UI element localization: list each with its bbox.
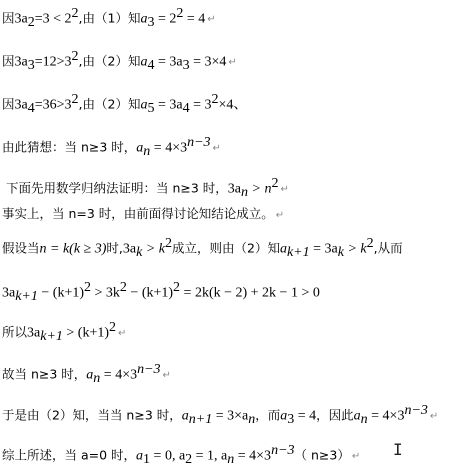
math: 3a bbox=[227, 181, 242, 197]
paragraph-mark: ↵ bbox=[212, 143, 221, 155]
line-5 bbox=[6, 176, 289, 201]
line-8 bbox=[2, 280, 320, 305]
math: =3 < 2 bbox=[34, 11, 72, 27]
text: 成立，则由（2）知 bbox=[172, 240, 280, 256]
math: = 3a bbox=[154, 97, 183, 113]
math: > k bbox=[343, 241, 367, 257]
math: = 3×a bbox=[212, 408, 249, 424]
math: a bbox=[140, 97, 148, 113]
text: 假设当 bbox=[2, 240, 40, 256]
text: 由此猜想：当 n≥3 时， bbox=[2, 139, 137, 155]
line-12 bbox=[2, 443, 360, 468]
math: = 4×3 bbox=[234, 448, 272, 464]
text: ,由（2）知 bbox=[78, 96, 141, 112]
math: = 3 bbox=[189, 97, 212, 113]
math: a bbox=[140, 11, 148, 27]
subscript: n bbox=[93, 370, 101, 386]
math: a bbox=[86, 367, 94, 383]
math: > 3k bbox=[91, 285, 120, 301]
math: = 3a bbox=[309, 241, 338, 257]
paragraph-mark: ↵ bbox=[275, 210, 285, 221]
subscript: 5 bbox=[147, 100, 155, 116]
text: ，因此 bbox=[316, 407, 354, 423]
math: = 4 bbox=[294, 408, 317, 424]
text: 因 bbox=[2, 96, 15, 112]
subscript: n bbox=[248, 411, 256, 427]
subscript: k+1 bbox=[286, 244, 310, 260]
superscript: 2 bbox=[366, 236, 374, 251]
math: 3a bbox=[27, 325, 41, 341]
text: 因 bbox=[2, 53, 15, 69]
line-11 bbox=[2, 403, 438, 428]
subscript: k+1 bbox=[15, 288, 38, 304]
subscript: 4 bbox=[182, 100, 190, 116]
text: ，而 bbox=[255, 407, 281, 423]
text-cursor-icon: I bbox=[393, 440, 403, 459]
math: a bbox=[140, 54, 148, 70]
paragraph-mark: ↵ bbox=[118, 328, 127, 340]
subscript: n bbox=[143, 143, 151, 159]
math: = 0, a bbox=[150, 448, 186, 464]
superscript: n−3 bbox=[404, 403, 428, 418]
text: 时, bbox=[106, 240, 123, 256]
math: a bbox=[353, 408, 361, 424]
math: 3a bbox=[14, 97, 28, 113]
line-10 bbox=[2, 362, 171, 387]
superscript: 2 bbox=[84, 280, 92, 295]
math: a bbox=[279, 241, 287, 257]
subscript: 4 bbox=[27, 100, 35, 116]
superscript: 2 bbox=[211, 92, 219, 107]
text: 所以 bbox=[2, 324, 28, 340]
text: ,由（2）知 bbox=[78, 53, 141, 69]
math: 3a bbox=[2, 285, 16, 301]
superscript: n−3 bbox=[137, 362, 161, 377]
text: ,从而 bbox=[373, 240, 403, 256]
subscript: k bbox=[136, 244, 143, 260]
paragraph-mark: ↵ bbox=[162, 370, 171, 382]
math: 3a bbox=[14, 54, 28, 70]
superscript: 2 bbox=[71, 6, 79, 21]
subscript: n bbox=[360, 411, 368, 427]
line-1 bbox=[2, 6, 216, 31]
subscript: 4 bbox=[147, 57, 155, 73]
text: 故当 n≥3 时， bbox=[2, 366, 87, 382]
paragraph-mark: ↵ bbox=[429, 411, 439, 423]
math: > n bbox=[248, 181, 272, 197]
math: = 4×3 bbox=[100, 367, 138, 383]
math: = 4×3 bbox=[150, 140, 188, 156]
superscript: 2 bbox=[71, 49, 79, 64]
math: 3a bbox=[14, 11, 28, 27]
subscript: 3 bbox=[287, 411, 295, 427]
math: = 4×3 bbox=[367, 408, 405, 424]
math: a bbox=[181, 408, 189, 424]
math: =12>3 bbox=[34, 54, 72, 70]
math: = 4 bbox=[183, 11, 206, 27]
subscript: 2 bbox=[185, 451, 193, 467]
superscript: 2 bbox=[119, 280, 127, 295]
text: 事实上，当 n=3 时，由前面得讨论知结论成立。 bbox=[2, 206, 274, 221]
line-4 bbox=[2, 135, 221, 160]
line-9 bbox=[2, 320, 126, 345]
math: − (k+1) bbox=[126, 285, 174, 301]
math: = 2k(k − 2) + 2k − 1 > 0 bbox=[180, 285, 320, 301]
math: ×4、 bbox=[218, 97, 248, 113]
text: 因 bbox=[2, 10, 15, 26]
text: ,由（1）知 bbox=[78, 10, 141, 26]
math: a bbox=[280, 408, 288, 424]
subscript: n bbox=[227, 451, 235, 467]
superscript: n−3 bbox=[271, 443, 295, 458]
math: > (k+1) bbox=[62, 325, 110, 341]
line-3 bbox=[2, 92, 247, 117]
superscript: 2 bbox=[71, 92, 79, 107]
superscript: 2 bbox=[173, 280, 181, 295]
text: 综上所述，当 a=0 时， bbox=[2, 447, 137, 463]
math: a bbox=[136, 140, 144, 156]
text: 下面先用数学归纳法证明：当 n≥3 时， bbox=[6, 180, 228, 196]
math: 3a bbox=[122, 241, 137, 257]
superscript: 2 bbox=[165, 236, 172, 251]
subscript: k+1 bbox=[40, 328, 63, 344]
line-2 bbox=[2, 49, 237, 74]
math: n = k(k ≥ 3) bbox=[39, 241, 107, 257]
math: = 3×4 bbox=[189, 54, 227, 70]
subscript: 1 bbox=[143, 451, 151, 467]
math: = 3a bbox=[154, 54, 183, 70]
text: 于是由（2）知，当当 n≥3 时， bbox=[2, 407, 182, 423]
math: =36>3 bbox=[34, 97, 72, 113]
subscript: n bbox=[241, 184, 249, 200]
math: a bbox=[136, 448, 144, 464]
math: = 1, a bbox=[192, 448, 228, 464]
line-7 bbox=[2, 236, 403, 261]
superscript: 2 bbox=[271, 176, 279, 191]
superscript: 2 bbox=[109, 320, 117, 335]
math: > k bbox=[142, 241, 165, 257]
paragraph-mark: ↵ bbox=[207, 14, 216, 26]
paragraph-mark: ↵ bbox=[228, 57, 237, 69]
superscript: 2 bbox=[176, 6, 184, 21]
paragraph-mark: ↵ bbox=[280, 184, 289, 196]
subscript: 3 bbox=[147, 14, 155, 30]
math: − (k+1) bbox=[37, 285, 85, 301]
text: （ n≥3） bbox=[294, 447, 350, 463]
subscript: 2 bbox=[27, 14, 35, 30]
math: = 2 bbox=[154, 11, 177, 27]
line-6 bbox=[2, 206, 284, 224]
subscript: k bbox=[337, 244, 344, 260]
subscript: 3 bbox=[27, 57, 35, 73]
superscript: n−3 bbox=[187, 135, 211, 150]
paragraph-mark: ↵ bbox=[351, 451, 361, 463]
subscript: 3 bbox=[182, 57, 190, 73]
subscript: n+1 bbox=[188, 411, 213, 427]
